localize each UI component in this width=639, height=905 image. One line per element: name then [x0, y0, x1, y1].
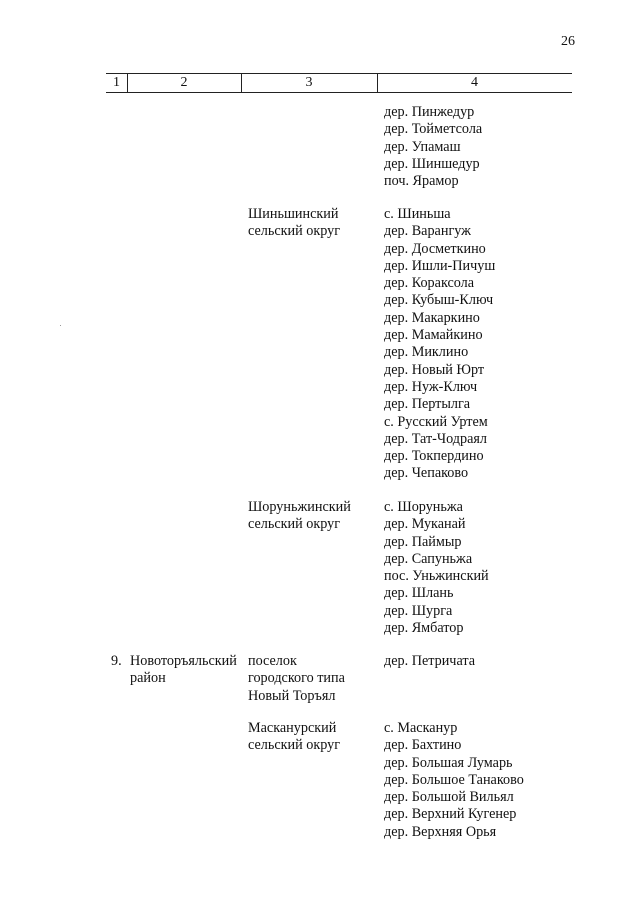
header-col-1: 1	[106, 74, 128, 92]
settlement-name-line: Новый Торъял	[248, 687, 336, 704]
list-item: дер. Кубыш-Ключ	[384, 292, 494, 309]
list-item: дер. Сапуньжа	[384, 550, 473, 567]
list-item: с. Шиньша	[384, 206, 451, 222]
list-item: дер. Кораксола	[384, 275, 475, 292]
list-item: дер. Паймыр	[384, 533, 462, 550]
list-item: дер. Варангуж	[384, 223, 471, 240]
list-item: дер. Чепаково	[384, 465, 469, 482]
list-item: дер. Большая Лумарь	[384, 754, 513, 771]
list-item: дер. Верхний Кугенер	[384, 806, 517, 823]
scan-speck	[60, 325, 61, 326]
settlement-name-novy-toryal	[248, 653, 345, 705]
list-item: дер. Нуж-Ключ	[384, 378, 478, 395]
list-item: дер. Досметкино	[384, 240, 486, 257]
okrug-name-shinsha	[248, 206, 340, 241]
okrug-name-line: Масканурский	[248, 720, 337, 736]
okrug-name-line: Шоруньжинский	[248, 499, 351, 515]
list-item: с. Масканур	[384, 720, 458, 736]
list-item: дер. Бахтино	[384, 737, 462, 754]
district-number: 9.	[111, 653, 122, 669]
okrug-name-maskanur	[248, 720, 340, 755]
settlement-list-shinsha	[384, 206, 495, 483]
list-item: с. Русский Уртем	[384, 413, 488, 430]
list-item: дер. Токпердино	[384, 448, 484, 465]
list-item: дер. Муканай	[384, 516, 466, 533]
district-name-line: район	[130, 670, 166, 687]
list-item: дер. Новый Юрт	[384, 361, 485, 378]
settlement-list-maskanur	[384, 720, 524, 841]
list-item: дер. Тойметсола	[384, 121, 483, 138]
list-item: поч. Ярамор	[384, 173, 459, 190]
list-item: дер. Шурга	[384, 602, 453, 619]
settlement-list-shorunzha	[384, 499, 489, 637]
continued-settlement-list	[384, 104, 482, 190]
list-item: дер. Шиншедур	[384, 155, 480, 172]
header-col-2: 2	[127, 74, 242, 92]
list-item: дер. Ишли-Пичуш	[384, 257, 496, 274]
list-item: дер. Тат-Чодраял	[384, 430, 487, 447]
district-name	[130, 653, 237, 688]
list-item: дер. Пертылга	[384, 396, 471, 413]
list-item: дер. Шлань	[384, 585, 454, 602]
page-number: 26	[561, 34, 575, 49]
list-item: с. Шоруньжа	[384, 499, 463, 515]
settlement-name-line: городского типа	[248, 670, 345, 687]
list-item: дер. Миклино	[384, 344, 469, 361]
list-item: дер. Мамайкино	[384, 327, 483, 344]
list-item: дер. Петричата	[384, 653, 476, 669]
header-col-3: 3	[241, 74, 378, 92]
okrug-name-line: Шиньшинский	[248, 206, 339, 222]
settlement-name-line: поселок	[248, 653, 297, 669]
list-item: дер. Макаркино	[384, 309, 480, 326]
list-item: дер. Упамаш	[384, 138, 461, 155]
list-item: дер. Большое Танаково	[384, 771, 524, 788]
district-name-line: Новоторъяльский	[130, 653, 237, 669]
okrug-name-line: сельский округ	[248, 223, 341, 240]
header-col-4: 4	[471, 75, 478, 90]
table-header	[106, 73, 572, 93]
list-item: дер. Верхняя Орья	[384, 823, 497, 840]
list-item: дер. Пинжедур	[384, 104, 475, 120]
list-item: пос. Уньжинский	[384, 568, 489, 585]
list-item: дер. Большой Вильял	[384, 789, 514, 806]
okrug-name-line: сельский округ	[248, 737, 341, 754]
okrug-name-line: сельский округ	[248, 516, 341, 533]
list-item: дер. Ямбатор	[384, 620, 464, 637]
okrug-name-shorunzha	[248, 499, 351, 534]
settlement-list-novy-toryal	[384, 653, 475, 670]
